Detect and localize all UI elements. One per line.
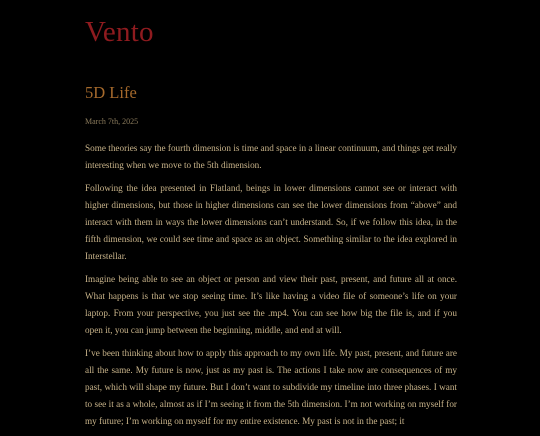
post-paragraph: Following the idea presented in Flatland, beings in lower dimensions cannot see or interact with higher dimensions, but those in higher dimensions can see the lower dimensions from “above” and interact with them in ways the lower dimensions can’t understand. So, if we follow this idea, in the fifth dimension, we could see time and space as an object. Something similar to the idea explored in Interstellar. (85, 183, 457, 261)
post-paragraph: Imagine being able to see an object or person and view their past, present, and future all at once. What happens is that we stop seeing time. It’s like having a video file of someone’s life on your laptop. From your perspective, you just see the .mp4. You can see how big the file is, and if you open it, you can jump between the beginning, middle, and end at will. (85, 274, 457, 335)
blog-post (85, 83, 457, 430)
post-paragraph: I’ve been thinking about how to apply this approach to my own life. My past, present, and future are all the same. My future is now, just as my past is. The actions I take now are consequences of my past, which will shape my future. But I don’t want to subdivide my timeline into three phases. I want to see it as a whole, almost as if I’m seeing it from the 5th dimension. I’m not working on myself for my future; I’m working on myself for my entire existence. My past is not in the past; it (85, 348, 457, 426)
site-title-link[interactable]: Vento (85, 16, 154, 48)
post-title: 5D Life (85, 83, 137, 102)
post-paragraph: Some theories say the fourth dimension is time and space in a linear continuum, and things get really interesting when we move to the 5th dimension. (85, 143, 457, 170)
post-date: March 7th, 2025 (85, 117, 139, 126)
post-body (85, 140, 457, 430)
main-content (85, 14, 457, 436)
